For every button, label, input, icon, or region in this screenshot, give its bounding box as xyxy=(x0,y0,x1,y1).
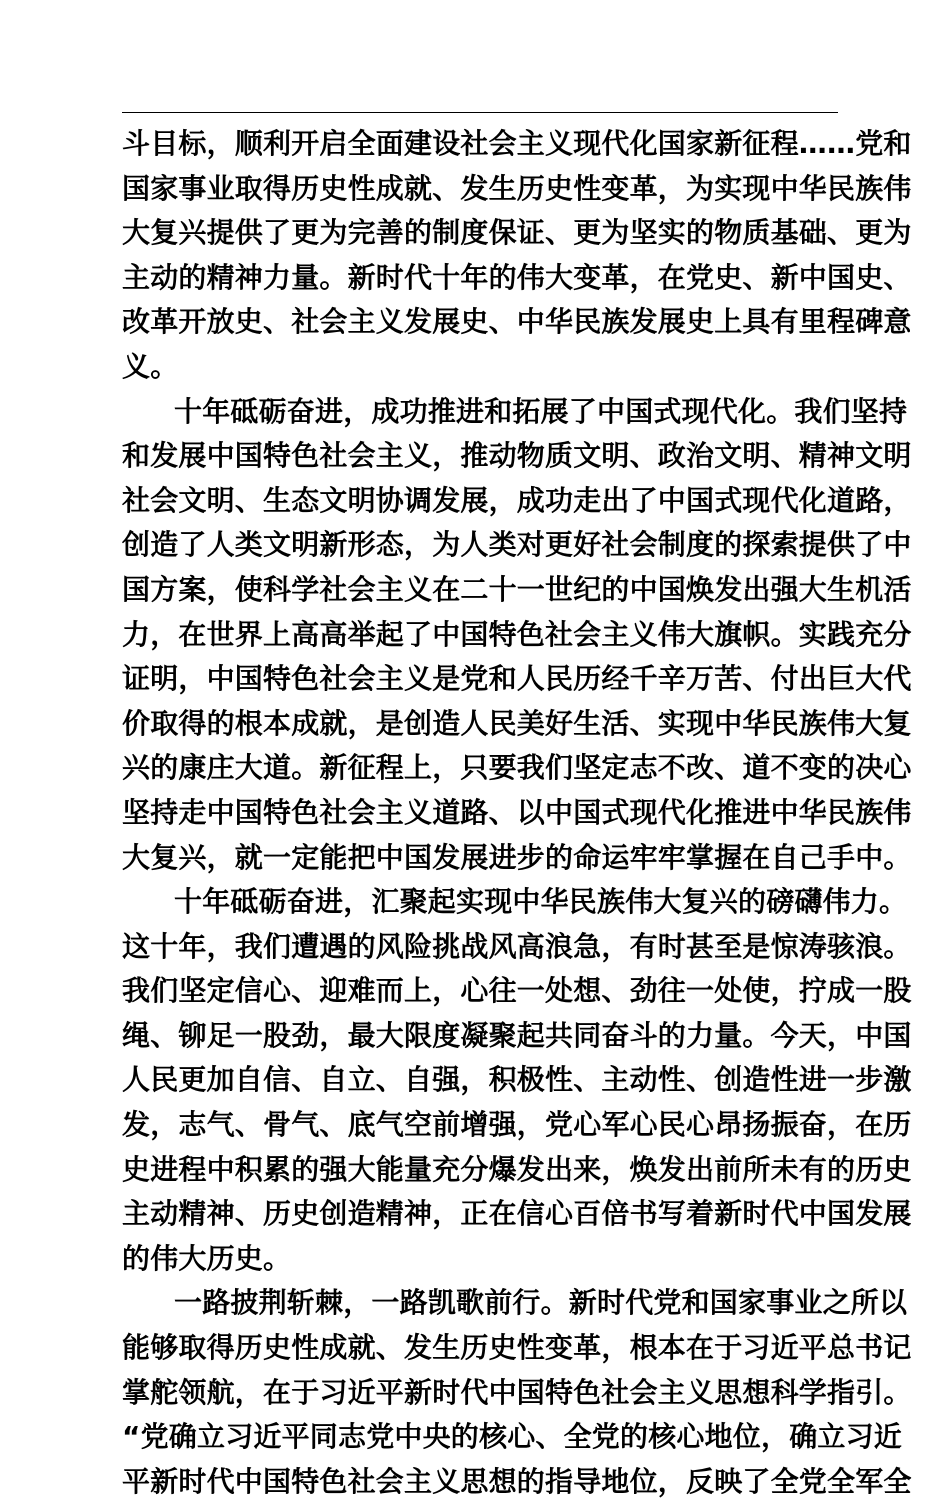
text-line: 坚持走中国特色社会主义道路、以中国式现代化推进中华民族伟 xyxy=(122,795,912,829)
text-line: 斗目标，顺利开启全面建设社会主义现代化国家新征程……党和 xyxy=(122,127,912,160)
text-line: 兴的康庄大道。新征程上，只要我们坚定志不改、道不变的决心 xyxy=(122,751,912,785)
text-line: 创造了人类文明新形态，为人类对更好社会制度的探索提供了中 xyxy=(122,528,912,562)
text-line: 国家事业取得历史性成就、发生历史性变革，为实现中华民族伟 xyxy=(122,171,912,205)
text-line: 的伟大历史。 xyxy=(122,1241,292,1275)
text-line: 能够取得历史性成就、发生历史性变革，根本在于习近平总书记 xyxy=(122,1331,912,1365)
text-line: “党确立习近平同志党中央的核心、全党的核心地位，确立习近 xyxy=(122,1420,903,1454)
text-line: 我们坚定信心、迎难而上，心往一处想、劲往一处使，拧成一股 xyxy=(122,974,912,1008)
text-line: 主动的精神力量。新时代十年的伟大变革，在党史、新中国史、 xyxy=(122,260,912,294)
text-line: 大复兴提供了更为完善的制度保证、更为坚实的物质基础、更为 xyxy=(122,216,912,250)
text-line: 十年砥砺奋进，汇聚起实现中华民族伟大复兴的磅礴伟力。 xyxy=(174,885,908,919)
body-text xyxy=(122,122,912,1504)
text-line: 平新时代中国特色社会主义思想的指导地位，反映了全党全军全 xyxy=(122,1464,912,1498)
text-line: 和发展中国特色社会主义，推动物质文明、政治文明、精神文明 xyxy=(122,439,912,473)
text-line: 发，志气、骨气、底气空前增强，党心军心民心昂扬振奋，在历 xyxy=(122,1108,912,1142)
text-line: 掌舵领航，在于习近平新时代中国特色社会主义思想科学指引。 xyxy=(122,1375,912,1409)
text-line: 人民更加自信、自立、自强，积极性、主动性、创造性进一步激 xyxy=(122,1063,912,1097)
text-line: 国方案，使科学社会主义在二十一世纪的中国焕发出强大生机活 xyxy=(122,572,912,606)
text-line: 义。 xyxy=(122,349,179,383)
text-line: 大复兴，就一定能把中国发展进步的命运牢牢掌握在自己手中。 xyxy=(122,840,912,874)
text-line: 社会文明、生态文明协调发展，成功走出了中国式现代化道路， xyxy=(122,483,912,517)
text-line: 一路披荆斩棘，一路凯歌前行。新时代党和国家事业之所以 xyxy=(174,1286,908,1320)
text-line: 史进程中积累的强大能量充分爆发出来，焕发出前所未有的历史 xyxy=(122,1152,912,1186)
text-line: 价取得的根本成就，是创造人民美好生活、实现中华民族伟大复 xyxy=(122,706,912,740)
text-line: 主动精神、历史创造精神，正在信心百倍书写着新时代中国发展 xyxy=(122,1197,912,1231)
text-line: 绳、铆足一股劲，最大限度凝聚起共同奋斗的力量。今天，中国 xyxy=(122,1018,912,1052)
text-line: 证明，中国特色社会主义是党和人民历经千辛万苦、付出巨大代 xyxy=(122,662,912,696)
text-line: 十年砥砺奋进，成功推进和拓展了中国式现代化。我们坚持 xyxy=(174,394,908,428)
header-rule xyxy=(122,112,838,113)
text-line: 这十年，我们遭遇的风险挑战风高浪急，有时甚至是惊涛骇浪。 xyxy=(122,929,912,963)
text-line: 力，在世界上高高举起了中国特色社会主义伟大旗帜。实践充分 xyxy=(122,617,912,651)
text-line: 改革开放史、社会主义发展史、中华民族发展史上具有里程碑意 xyxy=(122,305,912,339)
